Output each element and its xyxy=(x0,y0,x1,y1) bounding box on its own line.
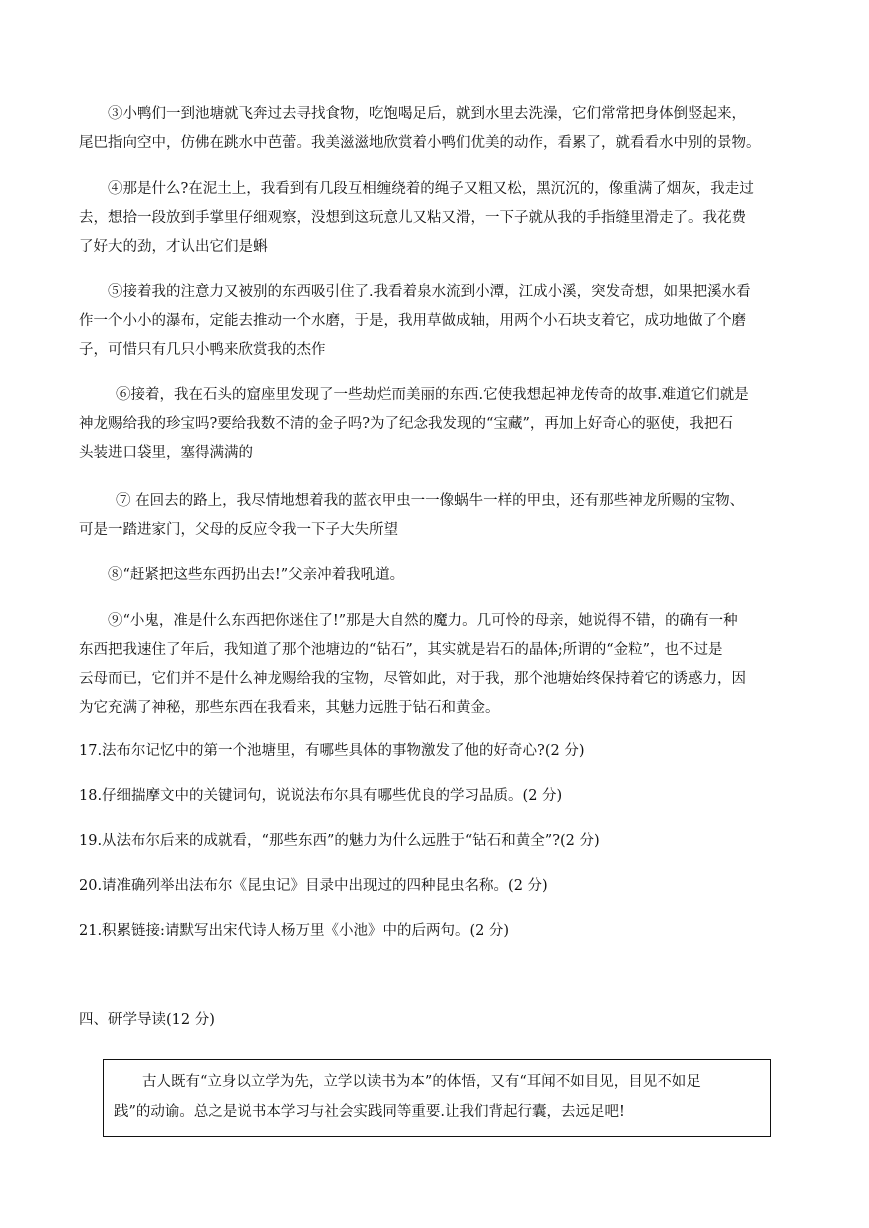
question-20: 20.请准确列举出法布尔《昆虫记》目录中出现过的四种昆虫名称。(2 分) xyxy=(79,878,548,894)
paragraph-7 xyxy=(79,487,799,545)
paragraph-line: ⑦ 在回去的路上，我尽情地想着我的蓝衣甲虫一一像蜗牛一样的甲虫，还有那些神龙所赐的宝物、 xyxy=(116,493,745,509)
box-line: 践”的动谕。总之是说书本学习与社会实践同等重要.让我们背起行囊，去远足吧! xyxy=(114,1104,625,1120)
paragraph-6 xyxy=(79,381,799,468)
paragraph-line: 去，想拾一段放到手掌里仔细观察，没想到这玩意儿又粘又滑，一下子就从我的手指缝里滑走了。我花费 xyxy=(79,210,746,226)
question-18: 18.仔细揣摩文中的关键词句，说说法布尔具有哪些优良的学习品质。(2 分) xyxy=(79,788,563,804)
paragraph-line: 作一个小小的瀑布，定能去推动一个水磨，于是，我用草做成轴，用两个小石块支着它，成功地做了个磨 xyxy=(79,313,746,329)
reading-guide-box xyxy=(103,1059,771,1137)
paragraph-line: ⑨“小鬼，准是什么东西把你迷住了!”那是大自然的魔力。几可怜的母亲，她说得不错，的确有一种 xyxy=(108,613,738,629)
paragraph-line: ⑤接着我的注意力又被别的东西吸引住了.我看着泉水流到小潭，江成小溪，突发奇想，如果把溪水看 xyxy=(108,284,751,300)
paragraph-4 xyxy=(79,175,799,262)
paragraph-line: 头装进口袋里，塞得满满的 xyxy=(79,445,253,461)
paragraph-line: 东西把我速住了年后，我知道了那个池塘边的“钻石”，其实就是岩石的晶体;所谓的“金粒”，也不过是 xyxy=(79,642,723,658)
paragraph-line: 子，可惜只有几只小鸭来欣赏我的杰作 xyxy=(79,342,326,358)
question-21: 21.积累链接:请默写出宋代诗人杨万里《小池》中的后两句。(2 分) xyxy=(79,923,510,939)
question-17: 17.法布尔记忆中的第一个池塘里，有哪些具体的事物激发了他的好奇心?(2 分) xyxy=(79,743,585,759)
paragraph-line: 神龙赐给我的珍宝吗?要给我数不清的金子吗?为了纪念我发现的“宝藏”，再加上好奇心的驱使，我把石 xyxy=(79,416,733,432)
paragraph-line: 尾巴指向空中，仿佛在跳水中芭蕾。我美滋滋地欣赏着小鸭们优美的动作，看累了，就看看水中别的景物。 xyxy=(79,135,761,151)
question-19: 19.从法布尔后来的成就看，“那些东西”的魅力为什么远胜于“钻石和黄全”?(2 分) xyxy=(79,833,600,849)
paragraph-line: ③小鸭们一到池塘就飞奔过去寻找食物，吃饱喝足后，就到水里去洗澡，它们常常把身体倒竖起来， xyxy=(108,106,746,122)
paragraph-line: 云母而已，它们并不是什么神龙赐给我的宝物，尽管如此，对于我，那个池塘始终保持着它的诱惑力，因 xyxy=(79,671,746,687)
paragraph-line: ⑧“赶紧把这些东西扔出去!”父亲冲着我吼道。 xyxy=(108,567,405,583)
paragraph-8 xyxy=(79,561,799,590)
box-line: 古人既有“立身以立学为先，立学以读书为本”的体悟，又有“耳闻不如目见，目见不如足 xyxy=(142,1074,701,1090)
paragraph-3 xyxy=(79,100,799,158)
section-title: 四、研学导读(12 分) xyxy=(79,1012,215,1028)
paragraph-line: ④那是什么?在泥土上，我看到有几段互相缠绕着的绳子又粗又松，黑沉沉的，像重满了烟灰，我走过 xyxy=(108,181,754,197)
paragraph-line: 可是一踏进家门，父母的反应令我一下子大失所望 xyxy=(79,522,398,538)
paragraph-line: 为它充满了神秘，那些东西在我看来，其魅力远胜于钻石和黄金。 xyxy=(79,700,500,716)
paragraph-line: 了好大的劲，才认出它们是蝌 xyxy=(79,239,268,255)
paragraph-line: ⑥接着，我在石头的窟座里发现了一些劫烂而美丽的东西.它使我想起神龙传奇的故事.难道它们就是 xyxy=(116,387,749,403)
paragraph-9 xyxy=(79,607,799,723)
paragraph-5 xyxy=(79,278,799,365)
